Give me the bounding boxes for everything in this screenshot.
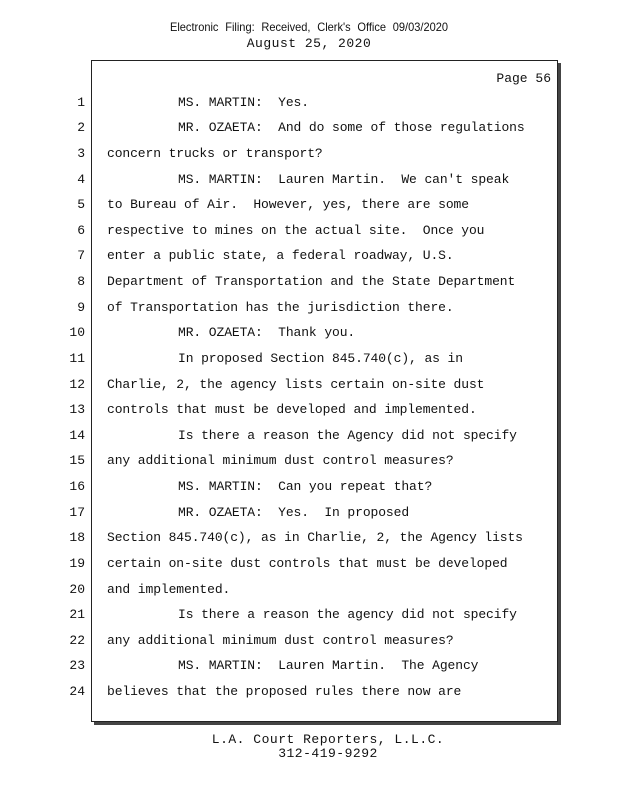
transcript-line: MS. MARTIN: Lauren Martin. The Agency [178, 658, 479, 673]
page-number: Page 56 [496, 71, 551, 86]
transcript-line: MS. MARTIN: Lauren Martin. We can't speak [178, 172, 510, 187]
line-number: 24 [69, 684, 85, 699]
transcript-line: MR. OZAETA: Yes. In proposed [178, 505, 410, 520]
transcript-line: respective to mines on the actual site. Once you [107, 223, 485, 238]
transcript-line: believes that the proposed rules there now are [107, 684, 462, 699]
line-number: 21 [69, 607, 85, 622]
transcript-line: Section 845.740(c), as in Charlie, 2, the Agency lists [107, 530, 523, 545]
transcript-line: MR. OZAETA: And do some of those regulations [178, 120, 525, 135]
line-number: 2 [77, 120, 85, 135]
transcript-line: controls that must be developed and implemented. [107, 402, 477, 417]
line-number: 6 [77, 223, 85, 238]
transcript-line: any additional minimum dust control measures? [107, 453, 454, 468]
line-number: 11 [69, 351, 85, 366]
line-number: 4 [77, 172, 85, 187]
line-number: 22 [69, 633, 85, 648]
line-number: 16 [69, 479, 85, 494]
transcript-line: MS. MARTIN: Can you repeat that? [178, 479, 433, 494]
transcript-line: Charlie, 2, the agency lists certain on-site dust [107, 377, 485, 392]
line-number: 13 [69, 402, 85, 417]
court-reporter-name: L.A. Court Reporters, L.L.C. [211, 732, 445, 747]
line-number: 14 [69, 428, 85, 443]
hearing-date: August 25, 2020 [246, 36, 372, 51]
transcript-line: to Bureau of Air. However, yes, there are some [107, 197, 469, 212]
line-number: 12 [69, 377, 85, 392]
transcript-line: enter a public state, a federal roadway, U.S. [107, 248, 454, 263]
transcript-line: Is there a reason the agency did not specify [178, 607, 517, 622]
line-number: 17 [69, 505, 85, 520]
line-number: 8 [77, 274, 85, 289]
line-number: 7 [77, 248, 85, 263]
transcript-line: In proposed Section 845.740(c), as in [178, 351, 463, 366]
transcript-line: certain on-site dust controls that must be developed [107, 556, 508, 571]
transcript-line: MR. OZAETA: Thank you. [178, 325, 356, 340]
line-number: 20 [69, 582, 85, 597]
line-number: 5 [77, 197, 85, 212]
line-number: 15 [69, 453, 85, 468]
line-number: 18 [69, 530, 85, 545]
transcript-line: MS. MARTIN: Yes. [178, 95, 309, 110]
line-number: 9 [77, 300, 85, 315]
line-number: 3 [77, 146, 85, 161]
line-number: 19 [69, 556, 85, 571]
court-reporter-phone: 312-419-9292 [278, 746, 378, 761]
transcript-line: Is there a reason the Agency did not specify [178, 428, 517, 443]
filing-stamp: Electronic Filing: Received, Clerk's Office 09/03/2020 [169, 20, 449, 34]
transcript-line: Department of Transportation and the State Department [107, 274, 516, 289]
line-number: 23 [69, 658, 85, 673]
transcript-line: any additional minimum dust control measures? [107, 633, 454, 648]
transcript-line: and implemented. [107, 582, 231, 597]
line-number: 1 [77, 95, 85, 110]
transcript-line: of Transportation has the jurisdiction there. [107, 300, 454, 315]
line-number: 10 [69, 325, 85, 340]
transcript-line: concern trucks or transport? [107, 146, 323, 161]
